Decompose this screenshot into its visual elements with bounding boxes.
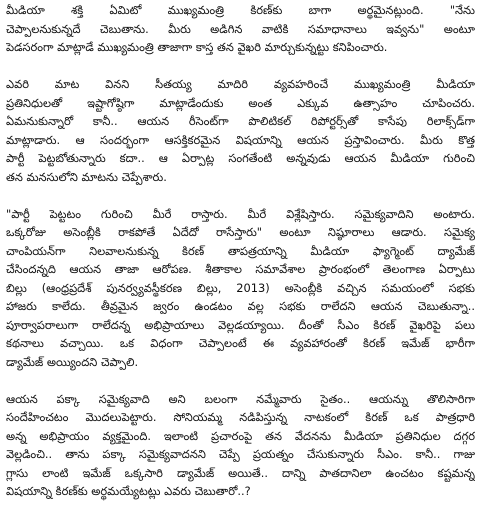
text-line: బిల్లు (ఆంధ్రప్రదేశ్ పునర్వ్యవస్థీకరణ బిల్లు, 2013) అసెంబ్లీకి వచ్చిన సమయంలో సభకు — [6, 280, 475, 295]
text-line: చెప్పాలనుకున్నదే చెబుతాను. మీరు అడిగిన వాటికి సమాధానాలు ఇవ్వను" అంటూ — [6, 21, 475, 36]
text-line: విషయాన్ని కిరణ్‌కు అర్థమయ్యేటట్లు ఎవరు చెబుతారో..? — [6, 484, 251, 498]
text-line: ఆయన పక్కా సమైక్యవాది అని బలంగా నమ్మేవారు సైతం.. ఆయన్ను తొలిసారిగా — [6, 391, 475, 406]
text-line: పెడసరంగా మాట్లాడే ముఖ్యమంత్రి తాజాగా కాస్త తన వైఖరి మార్చుకున్నట్టు కనిపించారు. — [6, 40, 388, 54]
text-line: ఏమనుకున్నారో కానీ.. ఆయన రీసెంట్‌గా పొలిటికల్ రిపోర్టర్స్‌తో కాసేపు రిలాక్స్‌డ్‌గా — [6, 114, 475, 128]
paragraph-spacer — [6, 186, 475, 205]
text-line: పార్టీ పెట్టబోతున్నారు కదా.. ఆ ఏర్పాట్ల సంగతేంటి అన్నవుడు ఆయన మీడియా గురించి — [6, 151, 475, 165]
paragraph-1 — [6, 1, 475, 57]
paragraph-2 — [6, 75, 475, 186]
text-line: సందేహించటం మొదలుపెట్టారు. సోనియమ్మ నడిపిస్తున్న నాటకంలో కిరణ్ ఒక పాత్రధారి — [6, 410, 475, 424]
text-line: కథనాలు వచ్చాయి. ఒక విధంగా చెప్పాలంటే ఈ వ్యవహారంతో కిరణ్ ఇమేజ్ భారీగా — [6, 336, 475, 350]
text-line: మీడియా శక్తి ఏమిటో ముఖ్యమంత్రి కిరణ్‌కు బాగా అర్థమైనట్లుంది. "నేను — [6, 3, 475, 17]
text-line: చాంపియన్‌గా నిలవాలనుకున్న కిరణ్ తాపత్రయాన్ని మీడియా ఫ్యాగ్మెంట్ ద్యామేజ్ — [6, 243, 475, 258]
text-line: డ్యామేజ్ అయ్యిందని చెప్పాలి. — [6, 354, 139, 369]
text-line: "పార్టీ పెట్టటం గురించి మీరే రాస్తారు. మీరే విశ్లేషిస్తారు. సమైక్యవాదిని అంటారు. — [6, 206, 475, 221]
text-line: అన్న అభిప్రాయం వ్యక్తమైంది. ఇలాంటి ప్రచారంపై తన వేదనను మీడియా ప్రతినిధుల దగ్గర — [6, 428, 475, 443]
text-line: ఒక్కరోజు అసెంబ్లీకి రాకపోతే ఏదేదో రాసేస్తారు" అంటూ నిష్ఠూరాలు ఆడారు. సమైక్య — [6, 225, 475, 239]
paragraph-spacer — [6, 57, 475, 76]
text-line: తన మనసులోని మాటను చెప్పేశారు. — [6, 169, 167, 184]
text-line: ఎవరి మాట వినని సీతయ్య మాదిరి వ్యవహరించే ముఖ్యమంత్రి మీడియా — [6, 77, 475, 91]
text-line: పూర్వాపరాలుగా రాలేదన్న అభిప్రాయాలు వెల్లడయ్యాయి. దీంతో సీఎం కిరణ్ వైఖరిపై పలు — [6, 317, 475, 332]
text-line: వెల్లడించి.. తాను పక్కా సమైక్యవాదనని చెప్పే ప్రయత్నం చేసుకున్నారు సీఎం. కానీ.. గాజు — [6, 447, 475, 461]
text-line: చేసిందన్నది ఆయన తాజా ఆరోపణ. శీతాకాల సమావేశాల ప్రారంభంలో తెలంగాణ ఏర్పాటు — [6, 262, 475, 276]
paragraph-4 — [6, 390, 475, 501]
text-line: మాట్లాడారు. ఆ సందర్భంగా ఆసక్తికరమైన విషయాన్ని ఆయన ప్రస్తావించారు. మీరు కొత్త — [6, 132, 475, 147]
text-line: ప్రతినిధులతో ఇష్టాగోష్ఠిగా మాట్లాడేందుకు అంత ఎక్కువ ఉత్సాహం చూపించరు. — [6, 95, 475, 110]
text-line: గ్లాసు లాంటి ఇమేజ్ ఒక్కసారి డ్యామేజ్ అయితే.. దాన్ని పాతదానిలా ఉంచటం కష్టమన్న — [6, 465, 475, 480]
text-line: హాజరు కాలేదు. తీవ్రమైన జ్వరం ఉండటం వల్ల సభకు రాలేదని ఆయన చెబుతున్నా.. — [6, 299, 475, 313]
paragraph-spacer — [6, 371, 475, 390]
paragraph-3 — [6, 205, 475, 372]
